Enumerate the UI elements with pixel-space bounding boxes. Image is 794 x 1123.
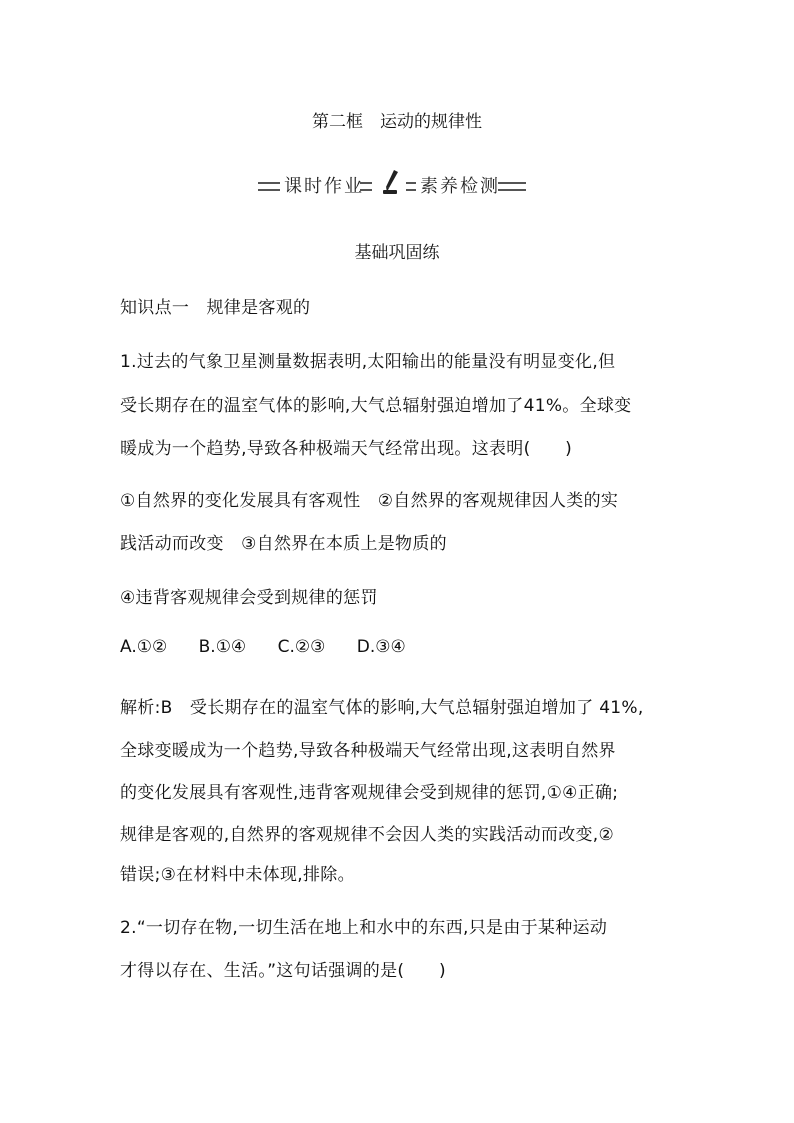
question-1-line-3: 暖成为一个趋势,导致各种极端天气经常出现。这表明( ) xyxy=(120,439,573,459)
banner-rule-mid-left xyxy=(360,182,372,191)
banner-right-text: 素养检测 xyxy=(420,176,500,197)
analysis-line-5: 错误;③在材料中未体现,排除。 xyxy=(120,865,355,885)
page-title: 第二框 运动的规律性 xyxy=(312,112,482,132)
option-a: A.①② xyxy=(120,637,168,657)
option-b: B.①④ xyxy=(198,637,247,657)
banner xyxy=(258,168,528,196)
question-1-statement-line-3: ④违背客观规律会受到规律的惩罚 xyxy=(120,588,378,608)
question-2-line-2: 才得以存在、生活。”这句话强调的是( ) xyxy=(120,961,446,981)
option-d: D.③④ xyxy=(356,637,406,657)
question-1-line-1: 1.过去的气象卫星测量数据表明,太阳输出的能量没有明显变化,但 xyxy=(120,352,616,372)
banner-rule-right xyxy=(498,182,526,191)
knowledge-point-heading: 知识点一 规律是客观的 xyxy=(120,298,311,318)
section-heading: 基础巩固练 xyxy=(354,243,440,263)
question-1-statement-line-2: 践活动而改变 ③自然界在本质上是物质的 xyxy=(120,534,447,554)
analysis-line-1: 解析:B 受长期存在的温室气体的影响,大气总辐射强迫增加了 41%, xyxy=(120,698,644,718)
analysis-line-2: 全球变暖成为一个趋势,导致各种极端天气经常出现,这表明自然界 xyxy=(120,741,616,761)
banner-left-text: 课时作业 xyxy=(284,176,364,197)
analysis-line-4: 规律是客观的,自然界的客观规律不会因人类的实践活动而改变,② xyxy=(120,825,615,845)
banner-rule-left xyxy=(258,182,280,191)
question-1-line-2: 受长期存在的温室气体的影响,大气总辐射强迫增加了41%。全球变 xyxy=(120,396,632,416)
banner-rule-mid-right xyxy=(406,182,416,191)
analysis-line-3: 的变化发展具有客观性,违背客观规律会受到规律的惩罚,①④正确; xyxy=(120,783,619,803)
question-2-line-1: 2.“一切存在物,一切生活在地上和水中的东西,只是由于某种运动 xyxy=(120,918,608,938)
pen-icon xyxy=(380,168,402,196)
question-1-options xyxy=(120,637,432,657)
question-1-statement-line-1: ①自然界的变化发展具有客观性 ②自然界的客观规律因人类的实 xyxy=(120,491,619,511)
option-c: C.②③ xyxy=(277,637,326,657)
